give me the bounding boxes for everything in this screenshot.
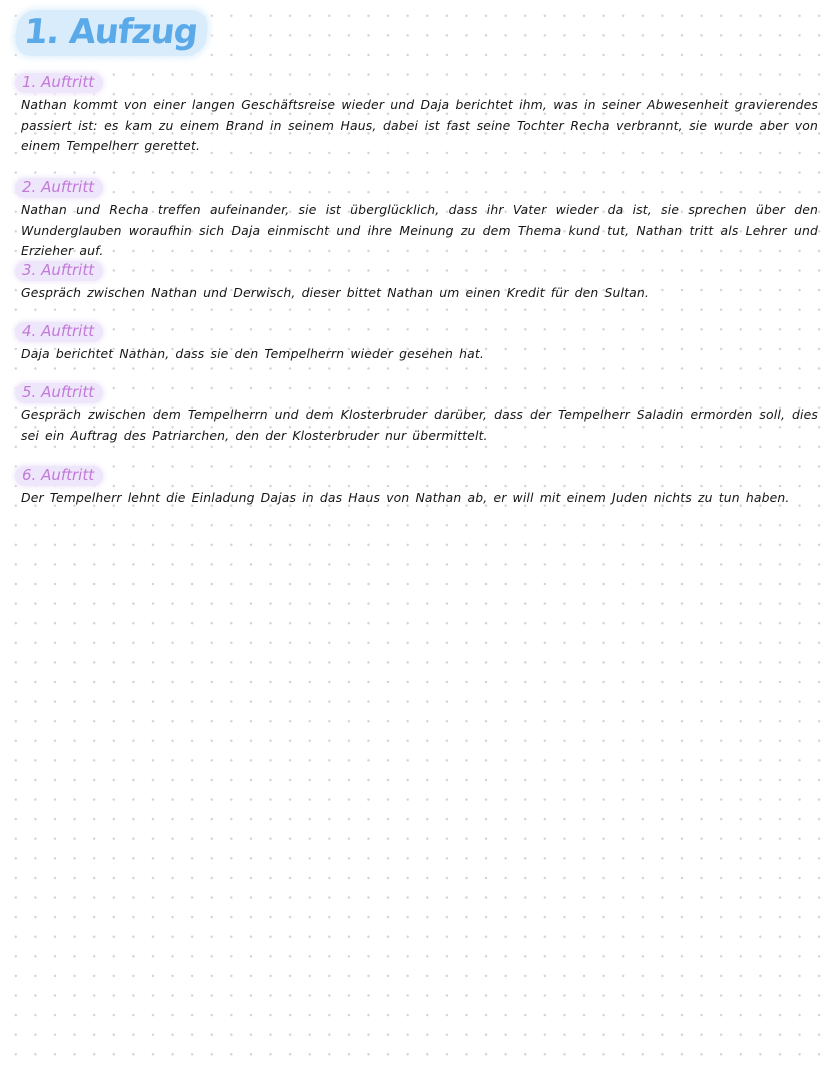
scene-text: Gespräch zwischen Nathan und Derwisch, dieser bittet Nathan um einen Kredit für den Sultan.	[21, 285, 649, 300]
act-title: 1. Aufzug	[14, 10, 210, 56]
scene-label: 3. Auftritt	[15, 261, 103, 281]
scene-text: Nathan und Recha treffen aufeinander, sie ist überglücklich, dass ihr Vater wieder da ist, sie sprechen über den Wunderglauben woraufhin sich Daja einmischt und ihre Meinung zu dem Thema kund tut, Nathan tritt als Lehrer und Erzieher auf.	[21, 202, 818, 258]
scene-text: Der Tempelherr lehnt die Einladung Dajas in das Haus von Nathan ab, er will mit einem Juden nichts zu tun haben.	[21, 490, 790, 505]
scene-label: 5. Auftritt	[15, 383, 103, 403]
scene-2	[18, 177, 818, 262]
scene-3	[18, 260, 818, 304]
scene-text: Gespräch zwischen dem Tempelherrn und dem Klosterbruder darüber, dass der Tempelherr Saladin ermorden soll, dies sei ein Auftrag des Patriarchen, den der Klosterbruder nur übermittelt.	[21, 407, 818, 443]
scene-6	[18, 465, 818, 509]
scene-1	[18, 72, 818, 157]
scene-label: 6. Auftritt	[15, 466, 103, 486]
scene-text: Daja berichtet Nathan, dass sie den Tempelherrn wieder gesehen hat.	[21, 346, 484, 361]
scene-label: 2. Auftritt	[15, 178, 103, 198]
scene-text: Nathan kommt von einer langen Geschäftsreise wieder und Daja berichtet ihm, was in seiner Abwesenheit gravierendes passiert ist: es kam zu einem Brand in seinem Haus, dabei ist fast seine Tochter Recha verbrannt, sie wurde aber von einem Tempelherr gerettet.	[21, 97, 818, 153]
scene-label: 4. Auftritt	[15, 322, 103, 342]
scene-label: 1. Auftritt	[15, 73, 103, 93]
scene-5	[18, 382, 818, 446]
scene-4	[18, 321, 818, 365]
